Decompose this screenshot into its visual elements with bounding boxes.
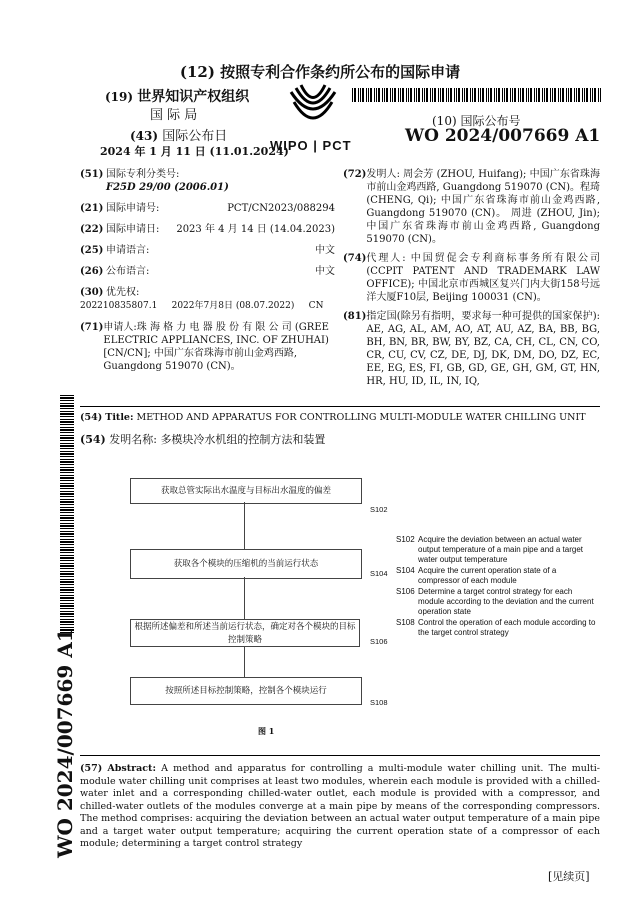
- org-name: 世界知识产权组织: [137, 89, 250, 105]
- legend-item: S108 Control the operation of each module according to the target control strategy: [396, 618, 596, 637]
- designated-states-value: 指定国(除另有指明，要求每一种可提供的国家保护): AE, AG, AL, AM, AO, AT, AU, AZ, BA, BB, BG, BH, BN, BR, BW, BY, BZ, CA, CH, CL, CN, CO, CR, CU, CV, CZ, DE, DJ, DK, DM, DO, DZ, EC, EE, EG, ES, FI, GB, GD, GE, GH, GM, GT, HN, HR, HU, ID, IL, IN, IQ,: [366, 311, 600, 387]
- org-sub: 国 际 局: [150, 108, 198, 123]
- title-zh-value: 多模块冷水机组的控制方法和装置: [160, 433, 326, 446]
- field-81: (81) 指定国(除另有指明，要求每一种可提供的国家保护): AE, AG, AL, AM, AO, AT, AU, AZ, BA, BB, BG, BH, BN, BR, BW, BY, BZ, CA, CH, CL, CN, CO, CR, CU, CV, CZ, DE, DJ, DK, DM, DO, DZ, EC, EE, EG, ES, FI, GB, GD, GE, GH, GM, GT, HN, HR, HU, ID, IL, IN, IQ,: [343, 311, 600, 387]
- legend-item: S104 Acquire the current operation state of a compressor of each module: [396, 566, 557, 585]
- title-en-value: METHOD AND APPARATUS FOR CONTROLLING MULTI-MODULE WATER CHILLING UNIT: [136, 412, 586, 423]
- barcode-top: [352, 88, 602, 102]
- continued-note: [见续页]: [548, 870, 590, 883]
- side-publication-number: WO 2024/007669 A1: [53, 628, 77, 858]
- flow-label-s106: S106: [370, 637, 388, 646]
- pubno-label: (10) 国际公布号: [432, 114, 521, 128]
- filing-language: 中文: [315, 245, 335, 256]
- field-74: (74) 代理人: 中国贸促会专利商标事务所有限公司 (CCPIT PATENT AND TRADEMARK LAW OFFICE); 中国北京市西城区复兴门内大街158号远洋大厦F10层, Beijing 100031 (CN)。: [343, 253, 600, 303]
- flow-step-s106: 根据所述偏差和所述当前运行状态，确定对各个模块的目标控制策略: [130, 619, 360, 647]
- left-fields: [80, 168, 335, 373]
- wipo-globe-icon: [288, 84, 338, 136]
- figure-caption: 图 1: [258, 726, 275, 736]
- flow-step-s104: 获取各个模块的压缩机的当前运行状态: [130, 549, 362, 579]
- field-26: (26) 公布语言: 中文: [80, 266, 335, 277]
- inventors-value: 发明人: 周会芳 (ZHOU, Huifang); 中国广东省珠海市前山金鸡西路, Guangdong 519070 (CN)。程琦 (CHENG, Qi); 中国广东省珠海市前山金鸡西路, Guangdong 519070 (CN)。 周进 (ZHOU, Jin); 中国广东省珠海市前山金鸡西路, Guangdong 519070 (CN)。: [366, 169, 600, 245]
- title-zh: (54) 发明名称: 多模块冷水机组的控制方法和装置: [80, 433, 326, 446]
- document-title: (12) 按照专利合作条约所公布的国际申请: [179, 63, 461, 81]
- wipo-logo: [288, 84, 338, 136]
- publication-language: 中文: [315, 266, 335, 277]
- org-line: [105, 86, 249, 106]
- flow-arrow: [244, 577, 245, 619]
- applicant-value: 珠 海 格 力 电 器 股 份 有 限 公 司 (GREE ELECTRIC APPLIANCES, INC. OF ZHUHAI) [CN/CN]; 中国广东省珠海市前山金鸡西路, Guangdong 519070 (CN)。: [103, 322, 329, 372]
- field-30: (30) 优先权: 202210835807.1 2022年7月8日 (08.07.2022) CN: [80, 287, 324, 311]
- wipo-logo-text: WIPO | PCT: [270, 138, 352, 153]
- application-number: PCT/CN2023/088294: [227, 203, 335, 214]
- flow-label-s102: S102: [370, 505, 388, 514]
- field-21: (21) 国际申请号: PCT/CN2023/088294: [80, 203, 335, 214]
- field-51: (51) 国际专利分类号: F25D 29/00 (2006.01): [80, 169, 229, 193]
- field-22: (22) 国际申请日: 2023 年 4 月 14 日 (14.04.2023): [80, 224, 335, 235]
- priority-value: 202210835807.1 2022年7月8日 (08.07.2022) CN: [80, 301, 324, 311]
- abstract: (57) Abstract: A method and apparatus for controlling a multi-module water chilling unit. The multi-module water chilling unit comprises at least two modules, wherein each module is provided with a chilled-water inlet and a corresponding chilled-water outlet, each module is provided with a compressor, and chilled-water outlets of the modules converge at a main pipe by means of the corresponding compressors. The method comprises: acquiring the deviation between an actual water output temperature of a main pipe and a target water output temperature; acquiring the current operation state of a compressor of each module; determining a target control strategy: [80, 763, 601, 849]
- field-72: (72) 发明人: 周会芳 (ZHOU, Huifang); 中国广东省珠海市前山金鸡西路, Guangdong 519070 (CN)。程琦 (CHENG, Qi); 中国广东省珠海市前山金鸡西路, Guangdong 519070 (CN)。 周进 (ZHOU, Jin); 中国广东省珠海市前山金鸡西路, Guangdong 519070 (CN)。: [343, 169, 600, 245]
- org-num: (19): [105, 90, 134, 104]
- flow-arrow: [244, 502, 245, 549]
- divider: [80, 755, 600, 756]
- flow-label-s104: S104: [370, 569, 388, 578]
- pubdate-label: 国际公布日: [162, 129, 228, 144]
- abstract-text: A method and apparatus for controlling a multi-module water chilling unit. The multi-module water chilling unit comprises at least two modules, wherein each module is provided with a chilled-water inlet and a corresponding chilled-water outlet, each module is provided with a compressor, and chilled-water outlets of the modules converge at a main pipe by means of the corresponding compressors. The method comprises: acquiring the deviation between an actual water output temperature of a main pipe and a target water output temperature; acquiring the current operation state of a compressor of each module; determining a target control strategy: [80, 763, 601, 849]
- barcode-side: [60, 395, 74, 635]
- agent-value: 代理人: 中国贸促会专利商标事务所有限公司 (CCPIT PATENT AND TRADEMARK LAW OFFICE); 中国北京市西城区复兴门内大街158号远洋大厦F10层, Beijing 100031 (CN)。: [366, 253, 600, 303]
- flow-arrow: [244, 647, 245, 677]
- figure-legend: [396, 535, 596, 638]
- flow-step-s102: 获取总管实际出水温度与目标出水温度的偏差: [130, 478, 362, 504]
- title-en: (54) Title: METHOD AND APPARATUS FOR CONTROLLING MULTI-MODULE WATER CHILLING UNIT: [80, 412, 586, 423]
- flow-step-s108: 按照所述目标控制策略，控制各个模块运行: [130, 677, 362, 705]
- field-25: (25) 申请语言: 中文: [80, 245, 335, 256]
- ipc-value: F25D 29/00 (2006.01): [106, 182, 229, 193]
- legend-item: S102 Acquire the deviation between an actual water output temperature of a main pipe and a target water output temperature: [396, 535, 583, 564]
- field-71: (71) 申请人:珠 海 格 力 电 器 股 份 有 限 公 司 (GREE ELECTRIC APPLIANCES, INC. OF ZHUHAI) [CN/CN]; 中国广东省珠海市前山金鸡西路, Guangdong 519070 (CN)。: [80, 322, 329, 372]
- pubdate-value: 2024 年 1 月 11 日 (11.01.2024): [100, 145, 289, 158]
- right-fields: [343, 168, 600, 388]
- divider: [80, 406, 600, 407]
- legend-item: S106 Determine a target control strategy for each module according to the deviation and the current operation state: [396, 587, 594, 616]
- application-date: 2023 年 4 月 14 日 (14.04.2023): [176, 224, 335, 235]
- pubdate-num: (43): [130, 129, 159, 143]
- pubno-value: WO 2024/007669 A1: [405, 126, 601, 146]
- flow-label-s108: S108: [370, 698, 388, 707]
- pubdate-line: [130, 125, 227, 144]
